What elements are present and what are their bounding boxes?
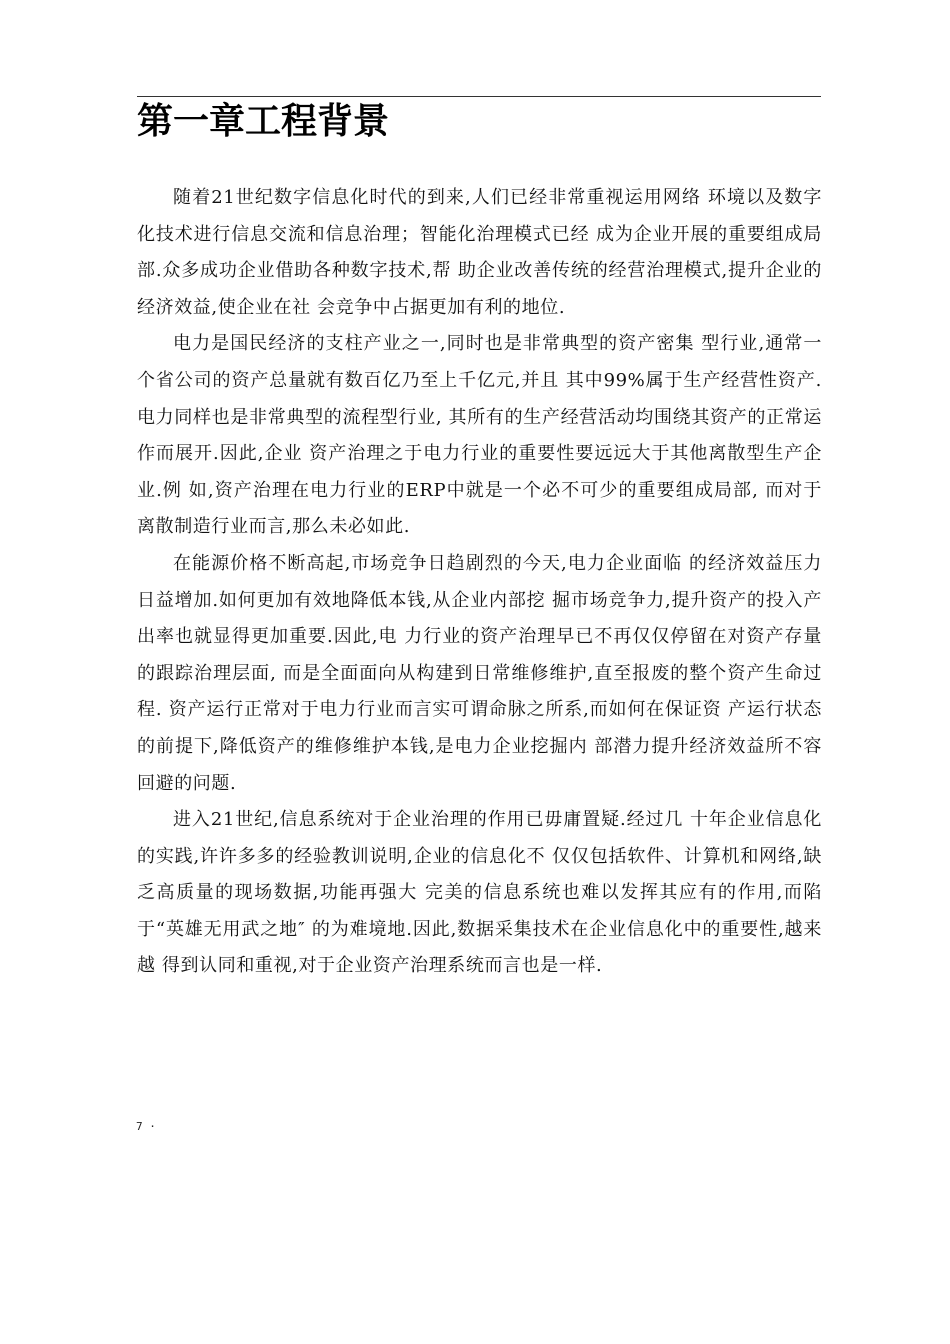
body-text <box>137 180 822 985</box>
paragraph-1: 随着21世纪数字信息化时代的到来,人们已经非常重视运用网络 环境以及数字化技术进行信息交流和信息治理；智能化治理模式已经 成为企业开展的重要组成局部.众多成功企业借助各种数字技术,帮 助企业改善传统的经营治理模式,提升企业的经济效益,使企业在社 会竞争中占据更加有利的地位. <box>137 187 822 318</box>
header-rule <box>137 96 821 97</box>
paragraph-4: 进入21世纪,信息系统对于企业治理的作用已毋庸置疑.经过几 十年企业信息化的实践,许许多多的经验教训说明,企业的信息化不 仅仅包括软件、计算机和网络,缺乏高质量的现场数据,功能再强大 完美的信息系统也难以发挥其应有的作用,而陷于“英雄无用武之地″ 的为难境地.因此,数据采集技术在企业信息化中的重要性,越来越 得到认同和重视,对于企业资产治理系统而言也是一样. <box>137 809 822 977</box>
chapter-title: 第一章工程背景 <box>137 101 390 142</box>
paragraph-2: 电力是国民经济的支柱产业之一,同时也是非常典型的资产密集 型行业,通常一个省公司的资产总量就有数百亿乃至上千亿元,并且 其中99%属于生产经营性资产.电力同样也是非常典型的流程型行业, 其所有的生产经营活动均围绕其资产的正常运作而展开.因此,企业 资产治理之于电力行业的重要性要远远大于其他离散型生产企业.例 如,资产治理在电力行业的ERP中就是一个必不可少的重要组成局部, 而对于离散制造行业而言,那么未必如此. <box>137 333 822 538</box>
page-number: 7 · <box>136 1120 156 1133</box>
paragraph-3: 在能源价格不断高起,市场竞争日趋剧烈的今天,电力企业面临 的经济效益压力日益增加.如何更加有效地降低本钱,从企业内部挖 掘市场竞争力,提升资产的投入产出率也就显得更加重要.因此,电 力行业的资产治理早已不再仅仅停留在对资产存量的跟踪治理层面, 而是全面面向从构建到日常维修维护,直至报废的整个资产生命过程. 资产运行正常对于电力行业而言实可谓命脉之所系,而如何在保证资 产运行状态的前提下,降低资产的维修维护本钱,是电力企业挖掘内 部潜力提升经济效益所不容回避的问题. <box>137 552 822 794</box>
